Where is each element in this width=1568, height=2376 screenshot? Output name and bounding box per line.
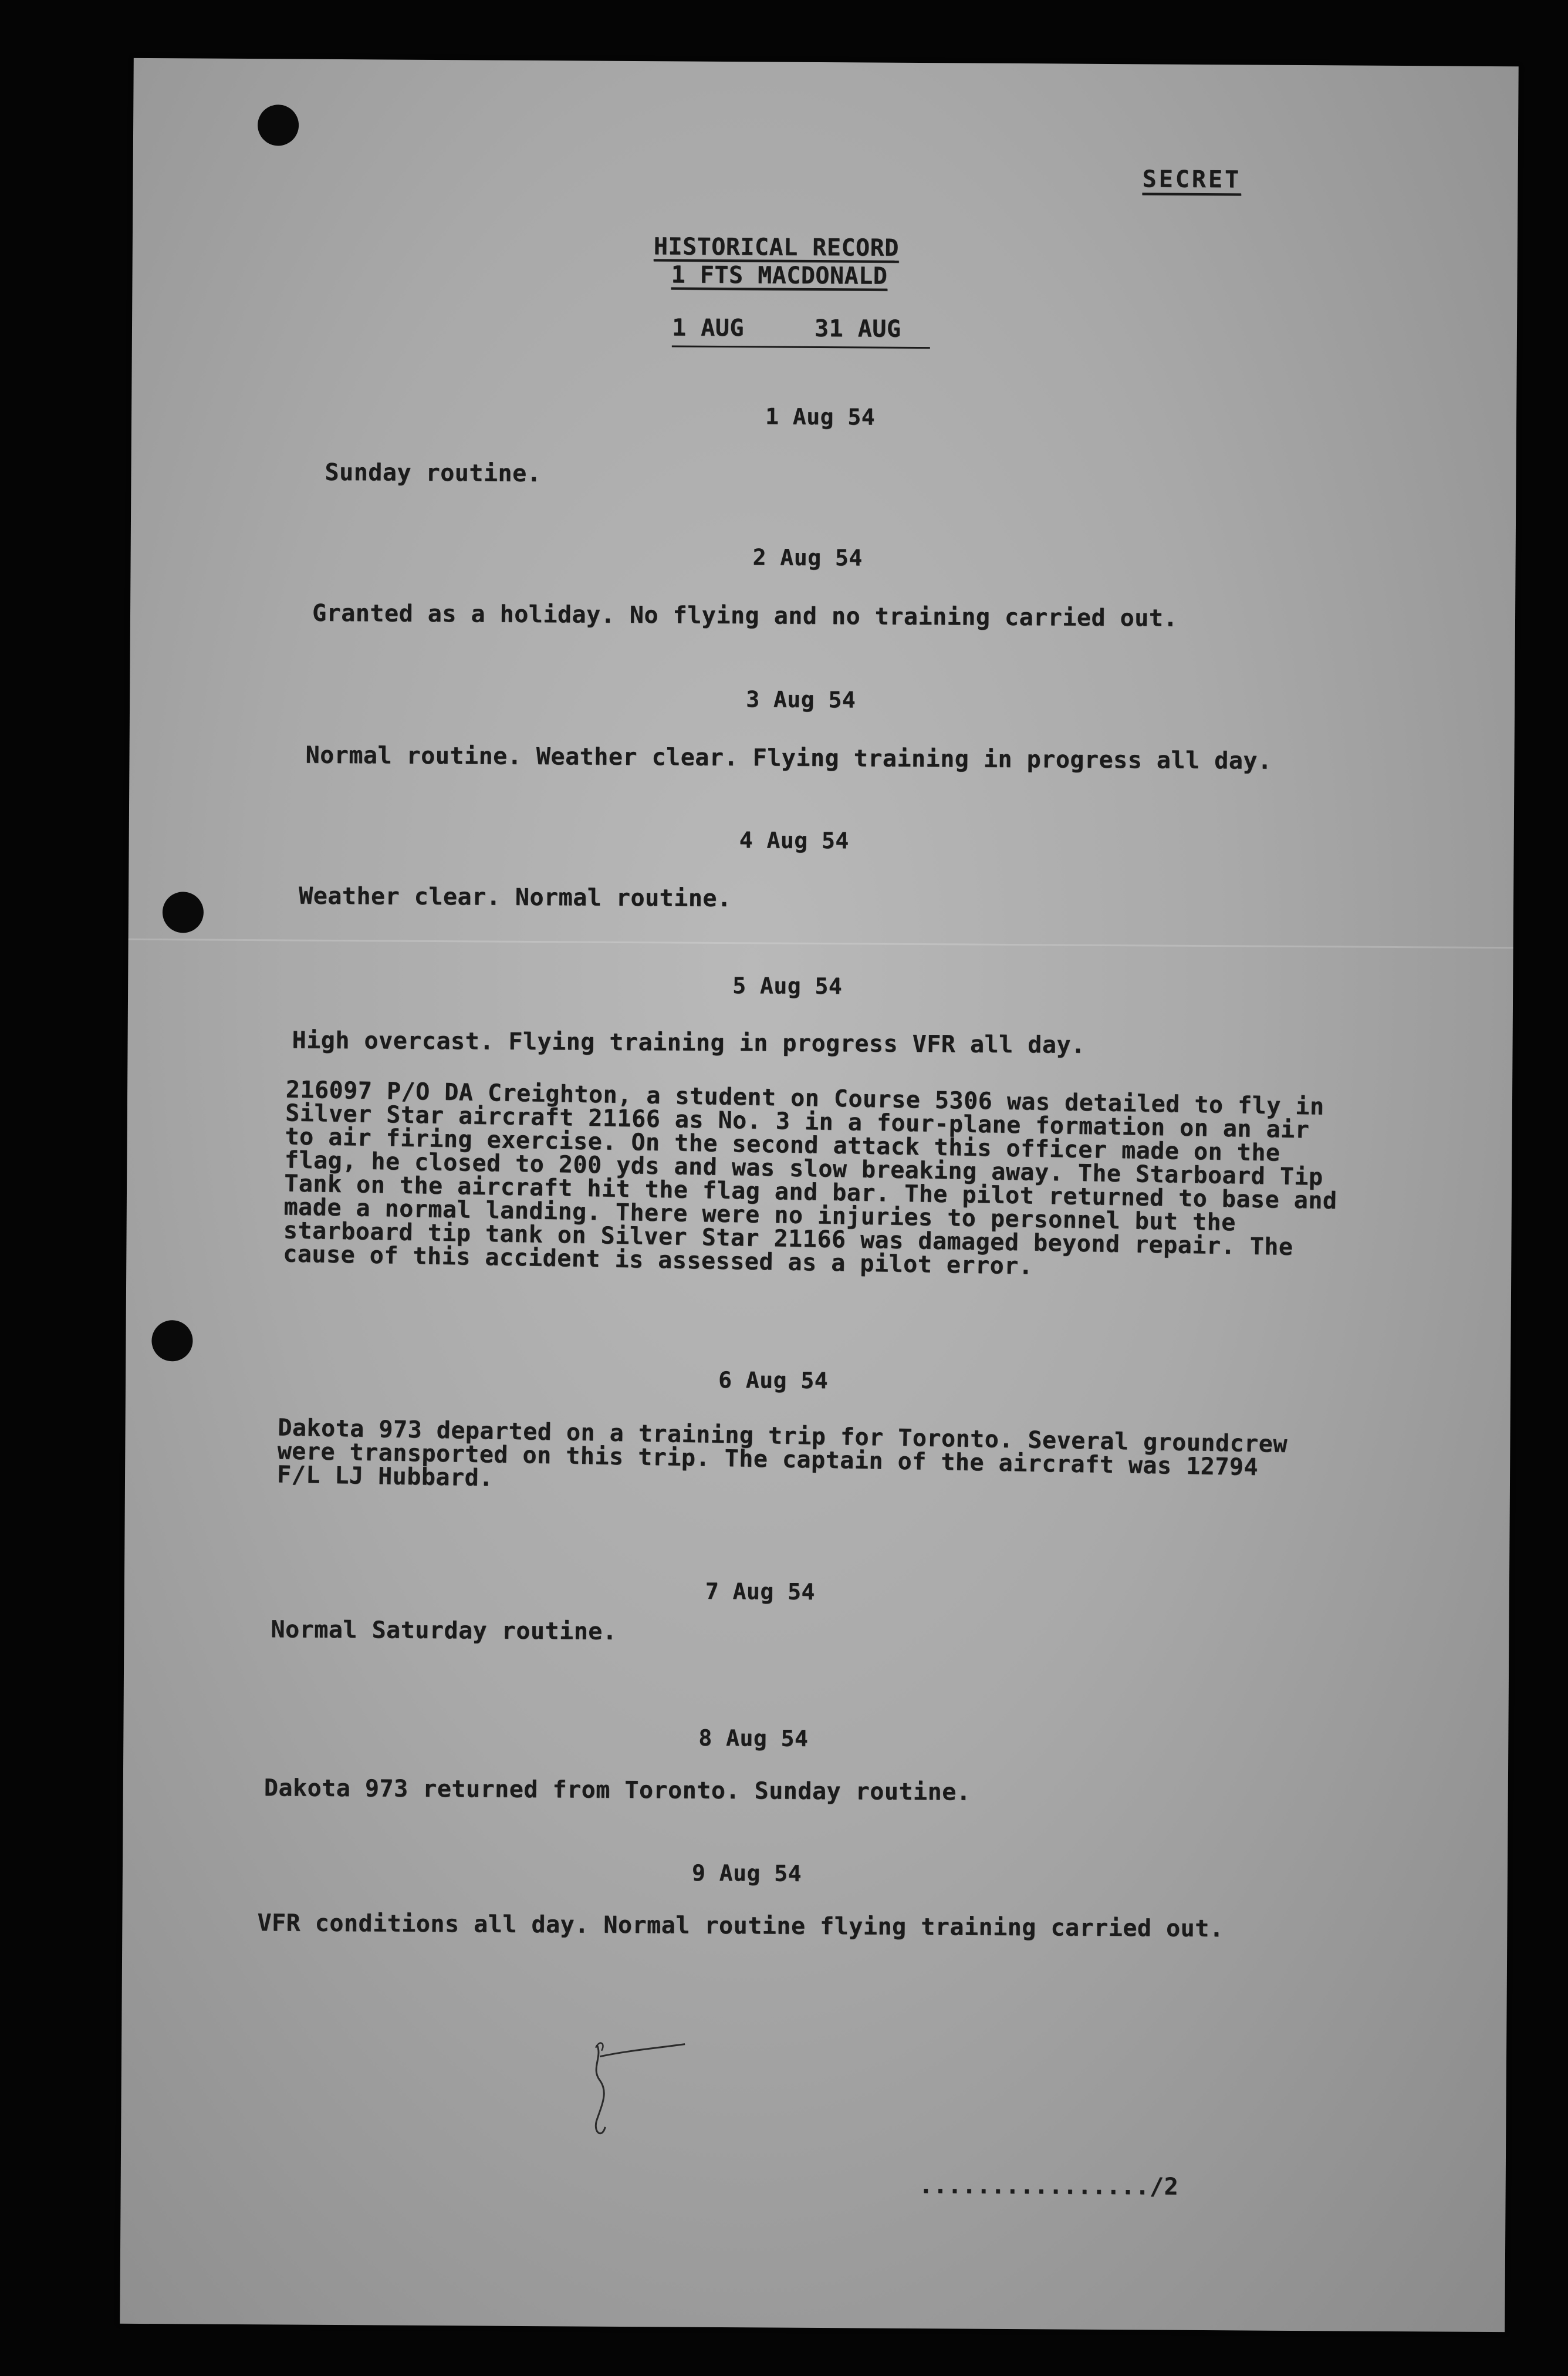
entry-text: Dakota 973 returned from Toronto. Sunday routine. [263, 1774, 971, 1806]
entry-date: 5 Aug 54 [732, 973, 843, 1000]
entry-date: 8 Aug 54 [698, 1724, 809, 1751]
entry-date: 4 Aug 54 [739, 827, 849, 854]
period-end: 31 AUG [814, 315, 901, 343]
fold-line [129, 939, 1513, 949]
entry-date: 1 Aug 54 [765, 403, 876, 430]
entry-date: 9 Aug 54 [691, 1859, 802, 1886]
document-title: HISTORICAL RECORD [653, 233, 899, 262]
incident-report-paragraph: 216097 P/O DA Creighton, a student on Course 5306 was detailed to fly in Silver Star aircraft 21166 as No. 3 in a four-plane formation on an air to air firing exercise. On the second attack this officer made on the flag, he closed to 200 yds and was slow breaking away. The Starboard Tip Tank on the aircraft hit the flag and bar. The pilot returned to base and made a normal landing. There were no injuries to personnel but the starboard tip tank on Silver Star 21166 was damaged beyond repair. The cause of this accident is assessed as a pilot error. [282, 1076, 1337, 1280]
period-start: 1 AUG [671, 314, 745, 342]
entry-text: Weather clear. Normal routine. [298, 882, 732, 913]
entry-date: 3 Aug 54 [746, 686, 856, 713]
classification-marking: SECRET [1142, 166, 1242, 194]
entry-date: 6 Aug 54 [718, 1366, 829, 1394]
record-period [672, 312, 930, 349]
unit-name: 1 FTS MACDONALD [671, 261, 888, 290]
entry-text: VFR conditions all day. Normal routine flying training carried out. [257, 1909, 1224, 1943]
signature [579, 2033, 697, 2151]
entry-text: Dakota 973 departed on a training trip for Toronto. Several groundcrew were transported on this trip. The captain of the aircraft was 12794 F/L LJ Hubbard. [276, 1414, 1288, 1492]
punch-hole [151, 1320, 192, 1361]
entry-text: Granted as a holiday. No flying and no training carried out. [312, 599, 1178, 632]
entry-text: Normal Saturday routine. [271, 1616, 617, 1645]
entry-date: 7 Aug 54 [705, 1578, 816, 1605]
punch-hole [258, 104, 299, 146]
entry-date: 2 Aug 54 [752, 544, 863, 571]
entry-text: Normal routine. Weather clear. Flying training in progress all day. [305, 741, 1272, 775]
punch-hole [163, 892, 204, 933]
document-page [120, 58, 1519, 2332]
entry-text: Sunday routine. [325, 458, 542, 488]
entry-text: High overcast. Flying training in progress VFR all day. [292, 1027, 1086, 1059]
page-continuation: ................/2 [918, 2172, 1179, 2200]
